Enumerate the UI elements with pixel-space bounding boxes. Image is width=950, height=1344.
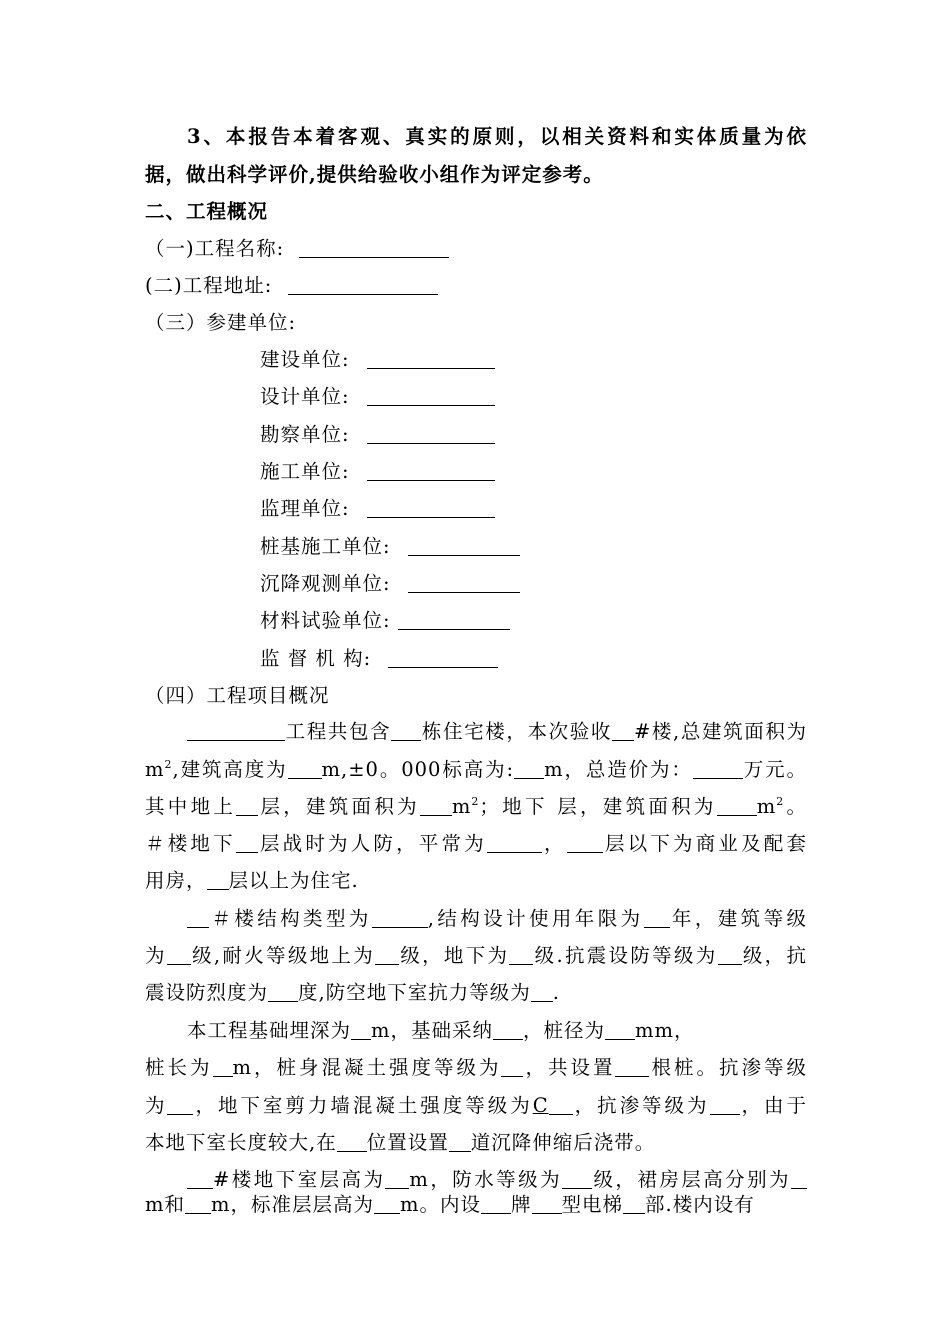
unit-row [260, 644, 922, 674]
fill-blank[interactable] [531, 981, 553, 1002]
unit-label: 施工单位: [260, 460, 350, 483]
fill-blank[interactable] [717, 795, 757, 816]
fill-blank[interactable] [213, 1056, 233, 1077]
fill-blank[interactable] [236, 795, 258, 816]
unit-blank[interactable] [367, 460, 495, 481]
unit-blank[interactable] [367, 497, 495, 518]
overview-p3-line: 本地下室长度较大,在 位置设置 道沉降伸缩后浇带。 [145, 1131, 656, 1154]
fill-blank[interactable] [187, 907, 209, 928]
fill-blank[interactable] [375, 944, 399, 965]
overview-p1-line: ＃楼地下 层战时为人防，平常为 ， 层以下为商业及配套 [145, 832, 807, 855]
unit-label: 勘察单位: [260, 423, 350, 446]
fill-blank[interactable] [487, 832, 542, 853]
unit-label: 设计单位: [260, 385, 350, 408]
overview-p3-line: 本工程基础埋深为 m，基础采纳 ，桩径为 mm， [187, 1019, 695, 1042]
fill-blank[interactable] [718, 944, 742, 965]
unit-row [260, 569, 922, 599]
project-name-label: （一)工程名称: [145, 237, 285, 260]
unit-blank[interactable] [408, 572, 520, 593]
fill-blank[interactable] [481, 1193, 511, 1214]
fill-blank[interactable] [615, 1056, 649, 1077]
unit-blank[interactable] [367, 385, 495, 406]
fill-blank[interactable] [236, 832, 258, 853]
overview-p1-line: $m^2$,建筑高度为 m,±0。000标高为: m，总造价为： 万元。 [145, 758, 807, 781]
fill-blank[interactable] [372, 907, 428, 928]
fill-blank[interactable] [185, 1193, 211, 1214]
fill-blank[interactable] [385, 1168, 409, 1189]
project-address-label: (二)工程地址: [145, 274, 273, 297]
overview-p1-line: 工程共包含 栋住宅楼，本次验收 #楼,总建筑面积为 [187, 717, 807, 747]
unit-blank[interactable] [398, 609, 510, 630]
project-name-blank[interactable] [299, 237, 449, 258]
fill-blank[interactable] [501, 1056, 523, 1077]
project-overview-heading: （四）工程项目概况 [145, 684, 330, 707]
overview-p1-line: 用房， 层以上为住宅. [145, 869, 359, 892]
fill-blank[interactable] [187, 1168, 213, 1189]
unit-row [260, 382, 922, 412]
overview-p1-line: 其中地上 层，建筑面积为 $m^2$；地下 层，建筑面积为 $m^2$。 [145, 795, 807, 818]
overview-p4-line: m和 m，标准层层高为 m。内设 牌 型电梯 部.楼内设有 [145, 1193, 755, 1216]
fill-blank[interactable] [351, 1019, 371, 1040]
fill-blank[interactable] [391, 720, 421, 741]
unit-blank[interactable] [367, 348, 495, 369]
overview-p4-line: #楼地下室层高为 m，防水等级为 级，裙房层高分别为 [187, 1165, 807, 1195]
project-address-row [145, 271, 807, 301]
intro-line-2: 据，做出科学评价,提供给验收小组作为评定参考。 [145, 163, 604, 186]
unit-row [260, 606, 922, 636]
overview-p2-line: 震设防烈度为 度,防空地下室抗力等级为 . [145, 981, 560, 1004]
overview-p2-line: 为 级,耐火等级地上为 级，地下为 级.抗震设防等级为 级，抗 [145, 944, 807, 967]
fill-blank[interactable] [167, 944, 191, 965]
fill-blank[interactable] [420, 795, 452, 816]
fill-blank[interactable] [532, 1193, 562, 1214]
fill-blank[interactable] [605, 1019, 635, 1040]
fill-blank[interactable] [644, 907, 670, 928]
unit-label: 监 督 机 构: [260, 647, 372, 670]
fill-blank[interactable] [514, 758, 544, 779]
unit-blank[interactable] [388, 647, 498, 668]
intro-line-1: 3、本报告本着客观、真实的原则，以相关资料和实体质量为依 [187, 125, 807, 148]
fill-blank[interactable] [288, 758, 322, 779]
fill-blank[interactable] [710, 1094, 740, 1115]
fill-blank[interactable] [567, 832, 603, 853]
fill-blank[interactable] [449, 1131, 471, 1152]
fill-blank[interactable] [167, 1094, 193, 1115]
project-name-row [145, 234, 807, 264]
unit-row [260, 457, 922, 487]
fill-blank[interactable] [562, 1168, 592, 1189]
overview-p3-line: 桩长为 m，桩身混凝土强度等级为 ，共设置 根桩。抗渗等级 [145, 1056, 807, 1079]
fill-blank[interactable] [337, 1131, 367, 1152]
unit-label: 沉降观测单位: [260, 572, 391, 595]
unit-row [260, 420, 922, 450]
unit-row [260, 345, 922, 375]
unit-label: 材料试验单位: [260, 609, 391, 632]
fill-blank[interactable] [693, 758, 743, 779]
unit-row [260, 532, 922, 562]
participating-units-label: （三）参建单位: [145, 311, 297, 334]
fill-blank[interactable] [374, 1193, 400, 1214]
unit-label: 监理单位: [260, 497, 350, 520]
fill-blank[interactable] [187, 720, 285, 741]
unit-row [260, 494, 922, 524]
fill-blank[interactable] [549, 1094, 573, 1115]
unit-label: 桩基施工单位: [260, 535, 391, 558]
fill-blank[interactable] [207, 869, 229, 890]
unit-blank[interactable] [408, 535, 520, 556]
overview-p3-line: 为 ，地下室剪力墙混凝土强度等级为C ，抗渗等级为 ，由于 [145, 1094, 807, 1117]
unit-label: 建设单位: [260, 348, 350, 371]
fill-blank[interactable] [268, 981, 298, 1002]
fill-blank[interactable] [623, 1193, 645, 1214]
fill-blank[interactable] [791, 1168, 807, 1189]
overview-p2-line: ＃楼结构类型为 ,结构设计使用年限为 年，建筑等级 [187, 904, 807, 934]
fill-blank[interactable] [612, 720, 634, 741]
project-address-blank[interactable] [288, 274, 438, 295]
fill-blank[interactable] [493, 1019, 523, 1040]
section-heading-overview: 二、工程概况 [145, 200, 269, 223]
unit-blank[interactable] [367, 423, 495, 444]
fill-blank[interactable] [509, 944, 533, 965]
